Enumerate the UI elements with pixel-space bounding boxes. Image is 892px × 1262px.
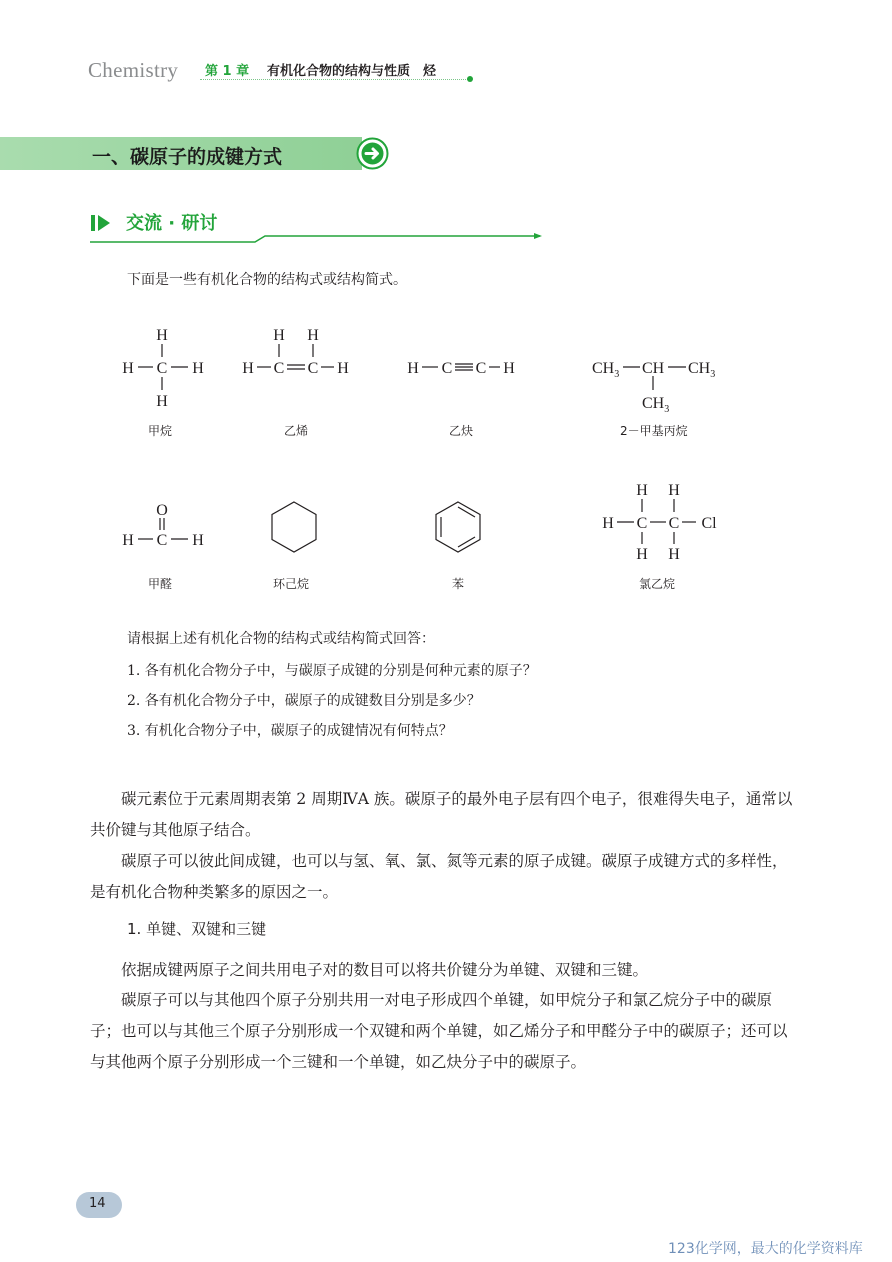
svg-text:CH3: $CH_3$ xyxy=(592,360,620,380)
svg-text:H: H xyxy=(337,360,349,377)
discussion-prompt: 请根据上述有机化合物的结构式或结构简式回答： xyxy=(127,631,435,647)
svg-text:H: H xyxy=(668,546,680,563)
paragraph-4: 碳原子可以与其他四个原子分别共用一对电子形成四个单键，如甲烷分子和氯乙烷分子中的碳原子；也可以与其他三个原子分别形成一个双键和两个单键，如乙烯分子和甲醛分子中的碳原子；还可以与其他两个原子分别形成一个三键和一个单键，如乙炔分子中的碳原子。 xyxy=(90,991,788,1071)
svg-text:Cl: Cl xyxy=(701,515,717,532)
svg-text:C: C xyxy=(668,515,680,532)
question-3: 3. 有机化合物分子中，碳原子的成键情况有何特点？ xyxy=(127,723,453,739)
chloroethane-structure xyxy=(598,477,722,565)
svg-text:CH3: $CH_3$ xyxy=(688,360,716,380)
header-chapter: 第 1 章 xyxy=(205,64,250,79)
svg-text:H: H xyxy=(156,393,168,410)
svg-text:H: H xyxy=(273,327,285,344)
cyclohexane-label: 环己烷 xyxy=(273,577,310,591)
paragraph-2: 碳原子可以彼此间成键，也可以与氢、氧、氯、氮等元素的原子成键。碳原子成键方式的多样性，是有机化合物种类繁多的原因之一。 xyxy=(90,852,788,901)
formaldehyde-structure xyxy=(118,498,208,552)
paragraph-3: 依据成键两原子之间共用电子对的数目可以将共价键分为单键、双键和三键。 xyxy=(121,961,649,979)
svg-text:H: H xyxy=(636,482,648,499)
methylpropane-structure xyxy=(590,352,730,414)
svg-text:H: H xyxy=(602,515,614,532)
watermark: 123化学网，最大的化学资料库 xyxy=(668,1241,863,1257)
question-1: 1. 各有机化合物分子中，与碳原子成键的分别是何种元素的原子？ xyxy=(127,663,537,679)
svg-text:C: C xyxy=(441,360,453,377)
subsection-title: 1. 单键、双键和三键 xyxy=(127,920,267,938)
paragraph-1: 碳元素位于元素周期表第 2 周期ⅣA 族。碳原子的最外电子层有四个电子，很难得失电子，通常以共价键与其他原子结合。 xyxy=(90,790,793,839)
svg-text:H: H xyxy=(156,327,168,344)
svg-text:CH3: $CH_3$ xyxy=(642,395,670,414)
svg-text:C: C xyxy=(273,360,285,377)
arrow-circle-icon xyxy=(356,137,389,170)
svg-text:C: C xyxy=(156,532,168,549)
page-number: 14 xyxy=(89,1196,106,1211)
svg-text:H: H xyxy=(407,360,419,377)
svg-text:CH: CH xyxy=(642,360,665,377)
svg-text:H: H xyxy=(192,360,204,377)
svg-text:H: H xyxy=(122,360,134,377)
svg-text:H: H xyxy=(242,360,254,377)
svg-text:C: C xyxy=(636,515,648,532)
header-divider xyxy=(200,79,468,80)
svg-text:C: C xyxy=(307,360,319,377)
benzene-structure xyxy=(432,499,484,555)
svg-text:C: C xyxy=(156,360,168,377)
discussion-intro: 下面是一些有机化合物的结构式或结构简式。 xyxy=(127,272,407,288)
svg-text:C: C xyxy=(475,360,487,377)
svg-text:H: H xyxy=(192,532,204,549)
question-2: 2. 各有机化合物分子中，碳原子的成键数目分别是多少？ xyxy=(127,693,481,709)
svg-text:H: H xyxy=(307,327,319,344)
header-dot-icon xyxy=(467,76,473,82)
acetylene-label: 乙炔 xyxy=(449,424,474,438)
section-title: 一、碳原子的成键方式 xyxy=(92,146,283,168)
svg-text:O: O xyxy=(156,502,168,519)
header-brand: Chemistry xyxy=(88,58,179,82)
acetylene-structure xyxy=(404,352,522,380)
svg-text:H: H xyxy=(636,546,648,563)
methane-structure xyxy=(118,322,208,414)
ethylene-structure xyxy=(238,322,356,382)
benzene-label: 苯 xyxy=(452,577,465,591)
svg-text:H: H xyxy=(503,360,515,377)
methane-label: 甲烷 xyxy=(148,424,173,438)
formaldehyde-label: 甲醛 xyxy=(148,577,173,591)
cyclohexane-structure xyxy=(268,499,320,555)
discussion-title: 交流 · 研讨 xyxy=(126,213,218,234)
discussion-underline xyxy=(90,228,550,244)
methylpropane-label: 2－甲基丙烷 xyxy=(620,424,688,438)
chloroethane-label: 氯乙烷 xyxy=(639,577,676,591)
svg-text:H: H xyxy=(122,532,134,549)
svg-text:H: H xyxy=(668,482,680,499)
header-chapter-title: 有机化合物的结构与性质 烃 xyxy=(267,64,437,79)
ethylene-label: 乙烯 xyxy=(284,424,309,438)
